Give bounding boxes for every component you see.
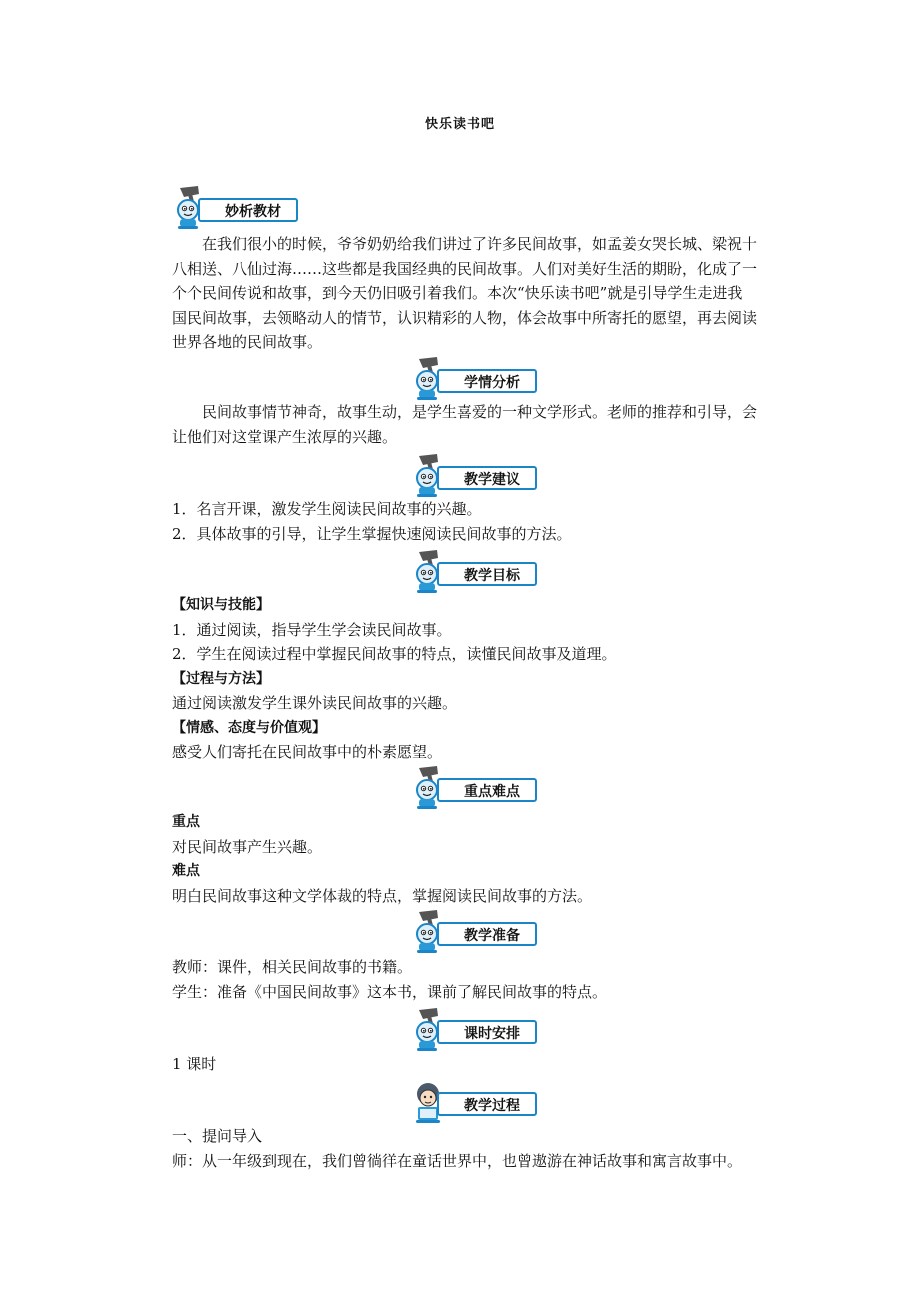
section-body-textbook-analysis bbox=[172, 232, 782, 355]
section-heading: 学情分析 bbox=[437, 369, 537, 393]
subheading: 重点 bbox=[172, 814, 200, 830]
section-heading: 教学目标 bbox=[437, 562, 537, 586]
body-text: 明白民间故事这种文学体裁的特点，掌握阅读民间故事的方法。 bbox=[172, 886, 593, 905]
paragraph-line: 民间故事情节神奇，故事生动，是学生喜爱的一种文学形式。老师的推荐和引导，会 bbox=[202, 403, 758, 421]
body-text: 教师：课件，相关民间故事的书籍。 bbox=[172, 958, 413, 976]
paragraph-line: 世界各地的民间故事。 bbox=[172, 333, 323, 351]
section-body-class-schedule bbox=[172, 1052, 782, 1077]
list-item: 1．通过阅读，指导学生学会读民间故事。 bbox=[172, 620, 452, 639]
section-header-class-schedule bbox=[411, 1008, 541, 1052]
paragraph-line: 让他们对这堂课产生浓厚的兴趣。 bbox=[172, 427, 398, 446]
section-heading: 教学过程 bbox=[437, 1092, 537, 1116]
subheading: 【知识与技能】 bbox=[172, 597, 270, 613]
page-title: 快乐读书吧 bbox=[424, 117, 495, 132]
subheading: 难点 bbox=[172, 863, 200, 879]
subheading: 【过程与方法】 bbox=[172, 670, 270, 687]
section-body-student-analysis bbox=[172, 400, 782, 449]
step-heading: 一、提问导入 bbox=[172, 1127, 263, 1145]
section-body-teaching-preparation bbox=[172, 955, 782, 1004]
section-heading: 教学准备 bbox=[437, 922, 537, 946]
section-header-key-difficult-points bbox=[411, 766, 541, 810]
subheading: 【情感、态度与价值观】 bbox=[172, 719, 326, 736]
list-item: 1．名言开课，激发学生阅读民间故事的兴趣。 bbox=[172, 500, 482, 518]
section-body-teaching-goals bbox=[172, 593, 782, 765]
section-heading: 课时安排 bbox=[437, 1020, 537, 1044]
section-header-student-analysis bbox=[411, 357, 541, 401]
section-body-teaching-suggestions bbox=[172, 497, 782, 546]
section-header-textbook-analysis bbox=[172, 186, 302, 230]
paragraph-line: 八相送、八仙过海……这些都是我国经典的民间故事。人们对美好生活的期盼，化成了一 bbox=[172, 259, 758, 278]
body-text: 1 课时 bbox=[172, 1055, 217, 1073]
section-header-teaching-preparation bbox=[411, 910, 541, 954]
body-text: 对民间故事产生兴趣。 bbox=[172, 837, 323, 856]
list-item: 2．具体故事的引导，让学生掌握快速阅读民间故事的方法。 bbox=[172, 524, 572, 543]
paragraph-line: 个个民间传说和故事，到今天仍旧吸引着我们。本次“快乐读书吧”就是引导学生走进我 bbox=[172, 284, 743, 302]
section-header-teaching-process bbox=[411, 1080, 541, 1124]
body-text: 师：从一年级到现在，我们曾徜徉在童话世界中，也曾遨游在神话故事和寓言故事中。 bbox=[172, 1151, 743, 1170]
section-heading: 妙析教材 bbox=[198, 198, 298, 222]
section-header-teaching-suggestions bbox=[411, 454, 541, 498]
body-text: 通过阅读激发学生课外读民间故事的兴趣。 bbox=[172, 694, 458, 712]
list-item: 2．学生在阅读过程中掌握民间故事的特点，读懂民间故事及道理。 bbox=[172, 645, 617, 663]
body-text: 感受人们寄托在民间故事中的朴素愿望。 bbox=[172, 743, 443, 761]
paragraph-line: 国民间故事，去领略动人的情节，认识精彩的人物，体会故事中所寄托的愿望，再去阅读 bbox=[172, 308, 758, 327]
section-heading: 教学建议 bbox=[437, 466, 537, 490]
section-body-teaching-process bbox=[172, 1124, 782, 1173]
body-text: 学生：准备《中国民间故事》这本书，课前了解民间故事的特点。 bbox=[172, 982, 608, 1001]
paragraph-line: 在我们很小的时候，爷爷奶奶给我们讲过了许多民间故事，如孟姜女哭长城、梁祝十 bbox=[202, 235, 758, 253]
section-header-teaching-goals bbox=[411, 550, 541, 594]
section-heading: 重点难点 bbox=[437, 778, 537, 802]
section-body-key-difficult-points bbox=[172, 810, 782, 908]
